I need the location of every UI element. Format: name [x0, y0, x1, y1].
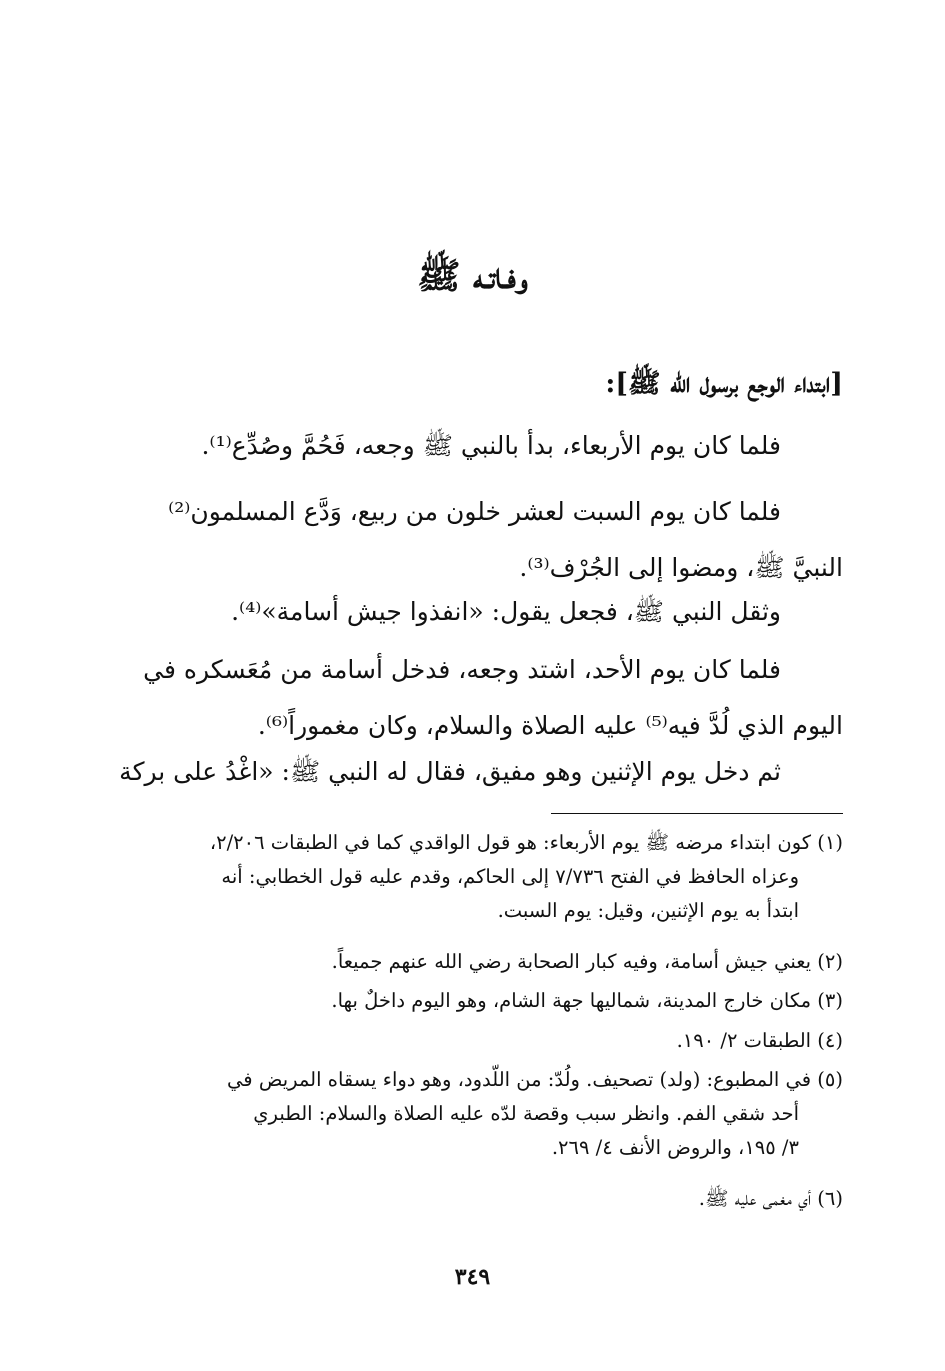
paragraph-3 — [113, 584, 843, 640]
footnote-line: ٣/ ١٩٥، والروض الأنف ٤/ ٢٦٩. — [551, 1136, 799, 1159]
footnote-separator — [551, 813, 843, 814]
footnote-line: (١) كون ابتداء مرضه ﷺ يوم الأربعاء: هو قول الواقدي كما في الطبقات ٢/٢٠٦، — [209, 831, 843, 854]
section-heading: [ابتداء الوجع برسول اللّه ﷺ]: — [605, 368, 843, 399]
paragraph-line: فلما كان يوم الأربعاء، بدأ بالنبي ﷺ وجعه، فَحُمَّ وصُدِّع⁽¹⁾. — [201, 431, 781, 460]
footnote-line: أحد شقي الفم. وانظر سبب وقصة لدّه عليه الصلاة والسلام: الطبري — [253, 1102, 799, 1125]
footnote-line: وعزاه الحافظ في الفتح ٧/٧٣٦ إلى الحاكم، وقدم عليه قول الخطابي: أنه — [221, 865, 799, 888]
chapter-title: وفـاتـه ﷺ — [417, 255, 528, 297]
footnote-line: (٣) مكان خارج المدينة، شماليها جهة الشام، وهو اليوم داخلٌ بها. — [331, 989, 843, 1012]
footnote-line: ابتدأ به يوم الإثنين، وقيل: يوم السبت. — [497, 899, 799, 922]
footnote-line: (٤) الطبقات ٢/ ١٩٠. — [676, 1029, 843, 1052]
footnote-3 — [108, 984, 843, 1018]
footnote-line: (٢) يعني جيش أسامة، وفيه كبار الصحابة رضي الله عنهم جميعاً. — [331, 950, 843, 973]
paragraph-line: اليوم الذي لُدَّ فيه⁽⁵⁾ عليه الصلاة والسلام، وكان مغموراً⁽⁶⁾. — [257, 711, 843, 740]
footnote-line: (٦) أي مغمى عليه ﷺ. — [698, 1187, 843, 1210]
footnote-4 — [108, 1024, 843, 1058]
paragraph-2 — [113, 484, 843, 596]
paragraph-line: فلما كان يوم الأحد، اشتد وجعه، فدخل أسامة من مُعَسكره في — [143, 655, 781, 684]
footnote-6 — [108, 1182, 843, 1216]
page-number: ٣٤٩ — [454, 1264, 491, 1290]
footnote-line: (٥) في المطبوع: (ولد) تصحيف. ولُدّ: من اللّدود، وهو دواء يسقاه المريض في — [227, 1068, 843, 1091]
footnote-5 — [108, 1063, 843, 1165]
paragraph-line: فلما كان يوم السبت لعشر خلون من ربيع، وَدَّع المسلمون⁽²⁾ — [168, 497, 781, 526]
paragraph-line: وثقل النبي ﷺ، فجعل يقول: «انفذوا جيش أسامة»⁽⁴⁾. — [231, 597, 781, 626]
paragraph-4 — [113, 642, 843, 754]
paragraph-line: النبيَّ ﷺ، ومضوا إلى الجُرْف⁽³⁾. — [519, 553, 843, 582]
paragraph-5 — [113, 744, 843, 800]
paragraph-line: ثم دخل يوم الإثنين وهو مفيق، فقال له النبي ﷺ: «اغْدُ على بركة — [119, 757, 781, 786]
footnote-2 — [108, 945, 843, 979]
footnote-1 — [108, 826, 843, 928]
paragraph-1 — [113, 418, 843, 474]
